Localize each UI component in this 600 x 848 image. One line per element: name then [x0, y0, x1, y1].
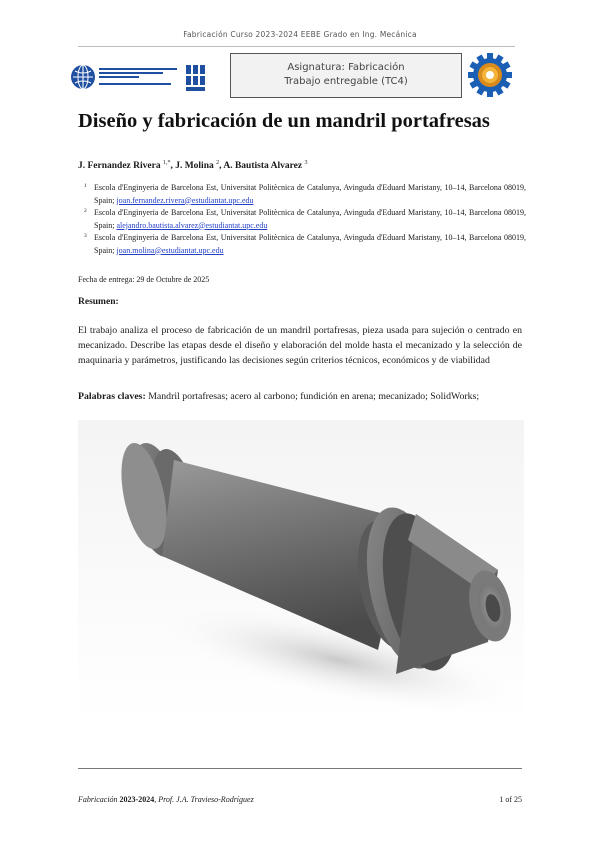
- affiliation-2: [84, 207, 526, 232]
- subject-box: [230, 53, 462, 98]
- eebe-mark-icon: [186, 65, 205, 91]
- footer-course-name: Fabricación: [78, 795, 118, 804]
- author-name: J. Fernandez Rivera: [78, 161, 161, 172]
- upc-logo: [70, 63, 215, 95]
- author-email-link[interactable]: joan.molina@estudiantat.upc.edu: [116, 245, 224, 255]
- mandrel-render-figure: [78, 420, 524, 722]
- affiliation-text: Escola d'Enginyeria de Barcelona Est, Universitat Politècnica de Catalunya, Avinguda d'Eduard Maristany, 10–14, Barcelona 08019, Spain;: [94, 183, 526, 205]
- submission-date: Fecha de entrega: 29 de Octubre de 2025: [78, 275, 210, 284]
- author-sup: 3: [304, 160, 308, 166]
- affiliation-3: [84, 232, 526, 257]
- affiliation-number: 1: [84, 183, 87, 189]
- subject-line: Asignatura: Fabricación: [287, 62, 405, 73]
- author-email-link[interactable]: joan.fernandez.rivera@estudiantat.upc.edu: [116, 195, 254, 205]
- author-sup: 1,*: [162, 160, 171, 166]
- author-list: J. Fernandez Rivera $^{1,*}$, J. Molina $^2$, A. Bautista Alvarez $^3$: [78, 160, 308, 172]
- affiliation-text: Escola d'Enginyeria de Barcelona Est, Universitat Politècnica de Catalunya, Avinguda d'Eduard Maristany, 10–14, Barcelona 08019, Spain;: [94, 233, 526, 255]
- author-sup: 2: [216, 160, 220, 166]
- affiliation-text: Escola d'Enginyeria de Barcelona Est, Universitat Politècnica de Catalunya, Avinguda d'Eduard Maristany, 10–14, Barcelona 08019, Spain;: [94, 208, 526, 230]
- affiliation-1: [84, 182, 526, 207]
- footer-course: [78, 795, 254, 804]
- keywords-text: Mandril portafresas; acero al carbono; fundición en arena; mecanizado; SolidWorks;: [145, 391, 480, 402]
- footer-professor: , Prof. J.A. Travieso-Rodríguez: [154, 795, 254, 804]
- header-rule: [78, 46, 515, 47]
- assignment-line: Trabajo entregable (TC4): [284, 76, 408, 87]
- keywords-label: Palabras claves:: [78, 391, 146, 402]
- footer-year: 2023-2024: [119, 795, 155, 804]
- article-title: Diseño y fabricación de un mandril portafresas: [78, 110, 490, 132]
- footer-rule: [78, 768, 522, 769]
- affiliation-number: 2: [84, 208, 87, 214]
- upc-globe-icon: [71, 65, 95, 89]
- keywords: [78, 390, 522, 404]
- affiliation-number: 3: [84, 233, 87, 239]
- page-number: 1 of 25: [499, 795, 522, 804]
- author-name: A. Bautista Alvarez: [223, 161, 303, 172]
- author-email-link[interactable]: alejandro.bautista.alvarez@estudiantat.upc.edu: [116, 220, 268, 230]
- abstract-heading: Resumen:: [78, 297, 119, 307]
- abstract-text: El trabajo analiza el proceso de fabricación de un mandril portafresas, pieza usada para sujeción o centrado en mecanizado. Describe las etapas desde el diseño y elaboración del molde hasta el mecanizado y la selección de maquinaria y parámetros, justificando las decisiones según criterios técnicos, económicos y de viabilidad: [78, 325, 522, 366]
- gear-logo-icon: [464, 52, 516, 98]
- running-header: Fabricación Curso 2023-2024 EEBE Grado en Ing. Mecánica: [183, 30, 417, 39]
- author-name: J. Molina: [175, 161, 214, 172]
